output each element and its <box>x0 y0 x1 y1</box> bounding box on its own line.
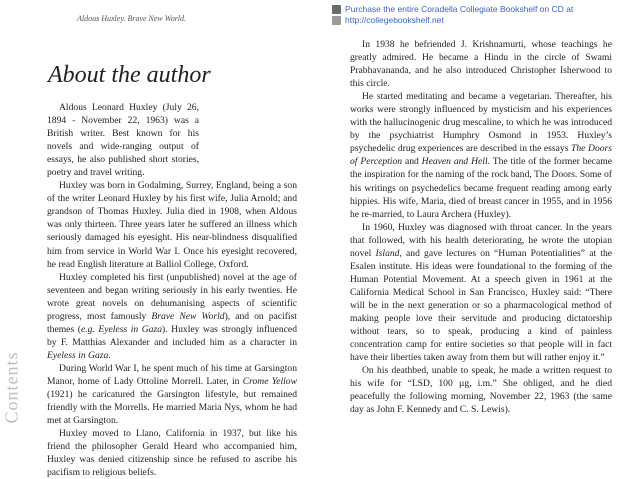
book-title: e.g. Eyeless in Gaza <box>80 323 163 335</box>
book-title: Heaven and Hell <box>421 156 488 168</box>
paragraph: In 1938 he befriended J. Krishnamurti, whose teachings he greatly admired. He became a Hindu in the circle of Swami Prabhavananda, and he also introduced Christopher Isherwood to this circle. <box>350 39 612 90</box>
paragraph: Huxley was born in Godalming, Surrey, England, being a son of the writer Leonard Huxley by his first wife, Julia Arnold; and grandson of Thomas Huxley. Julia died in 1908, when Aldous was only thirteen. Three years later he suffered an illness which seriously damaged his eyesight. His near-blindness disqualified him from service in World War I. Once his eyesight recovered, he read English literature at Balliol College, Oxford. <box>47 180 297 270</box>
running-head-title: Brave New World. <box>127 14 187 23</box>
right-column <box>350 38 612 416</box>
page-title: About the author <box>48 62 211 88</box>
intro-block <box>47 101 199 179</box>
link-icon <box>332 16 341 25</box>
purchase-banner[interactable] <box>332 3 632 31</box>
paragraph: Huxley moved to Llano, California in 1937, but like his friend the philosopher Gerald Heard who accompanied him, Huxley was denied citizenship since he refused to ascribe his pacifism to religious beliefs. <box>47 428 297 479</box>
purchase-banner-link[interactable]: http://collegebookshelf.net <box>345 15 444 25</box>
intro-paragraph: Aldous Leonard Huxley (July 26, 1894 - November 22, 1963) was a British writer. Best known for his novels and wide-ranging output of essays, he also published short stories, poetry and travel writing. <box>47 102 199 179</box>
left-column <box>47 101 297 479</box>
book-title: The Doors of Perception <box>350 143 613 168</box>
paragraph: On his deathbed, unable to speak, he made a written request to his wife for “LSD, 100 µg, i.m.” She obliged, and he died peacefully the following morning, November 22, 1963 (the same day as John F. Kennedy and C. S. Lewis). <box>350 365 612 416</box>
running-head-author: Aldous Huxley. <box>77 14 126 23</box>
purchase-banner-text[interactable]: Purchase the entire Coradella Collegiate Bookshelf on CD at <box>345 4 574 14</box>
paragraph: Huxley completed his first (unpublished) novel at the age of seventeen and began writing seriously in his early twenties. He wrote great novels on dehumanising aspects of scientific progress, most famously Brave New World), and on pacifist themes (e.g. Eyeless in Gaza). Huxley was strongly influenced by F. Matthias Alexander and included him as a character in Eyeless in Gaza. <box>47 271 297 361</box>
cd-icon <box>332 5 341 14</box>
running-head <box>77 14 186 23</box>
book-title: Brave New World <box>151 310 225 322</box>
contents-tab[interactable] <box>2 335 22 447</box>
paragraph: He started meditating and became a vegetarian. Thereafter, his works were strongly influenced by mysticism and his experiences with the hallucinogenic drug mescaline, to which he was introduced by the psychiatrist Humphry Osmond in 1953. Huxley’s psychedelic drug experiences are described in the essays The Doors of Perception and Heaven and Hell. The title of the former became the inspiration for the naming of the rock band, The Doors. Some of his writings on psychedelics became frequent reading among early hippies. His wife, Maria, died of breast cancer in 1955, and in 1956 he re-married, to Laura Archera (Huxley). <box>350 91 613 220</box>
book-title: Eyeless in Gaza <box>47 349 109 361</box>
contents-tab-label[interactable]: Contents <box>1 351 22 424</box>
book-title: Island <box>375 247 400 259</box>
book-title: Crome Yellow <box>242 375 297 387</box>
paragraph: In 1960, Huxley was diagnosed with throat cancer. In the years that followed, with his health deteriorating, he wrote the utopian novel Island, and gave lectures on “Human Potentialities” at the Esalen institute. His ideas were foundational to the forming of the Human Potential Movement. At a speech given in 1961 at the California Medical School in San Francisco, Huxley said: “There will be in the next generation or so a pharmacological method of making people love their servitude and producing dictatorship without tears, so to speak, producing a kind of painless concentration camp for entire societies so that people will in fact have their liberties taken away from them but will rather enjoy it.” <box>350 221 612 364</box>
paragraph: During World War I, he spent much of his time at Garsington Manor, home of Lady Ottoline Morrell. Later, in Crome Yellow (1921) he caricatured the Garsington lifestyle, but remained friendly with the Morrells. He married Maria Nys, whom he had met at Garsington. <box>47 362 297 427</box>
